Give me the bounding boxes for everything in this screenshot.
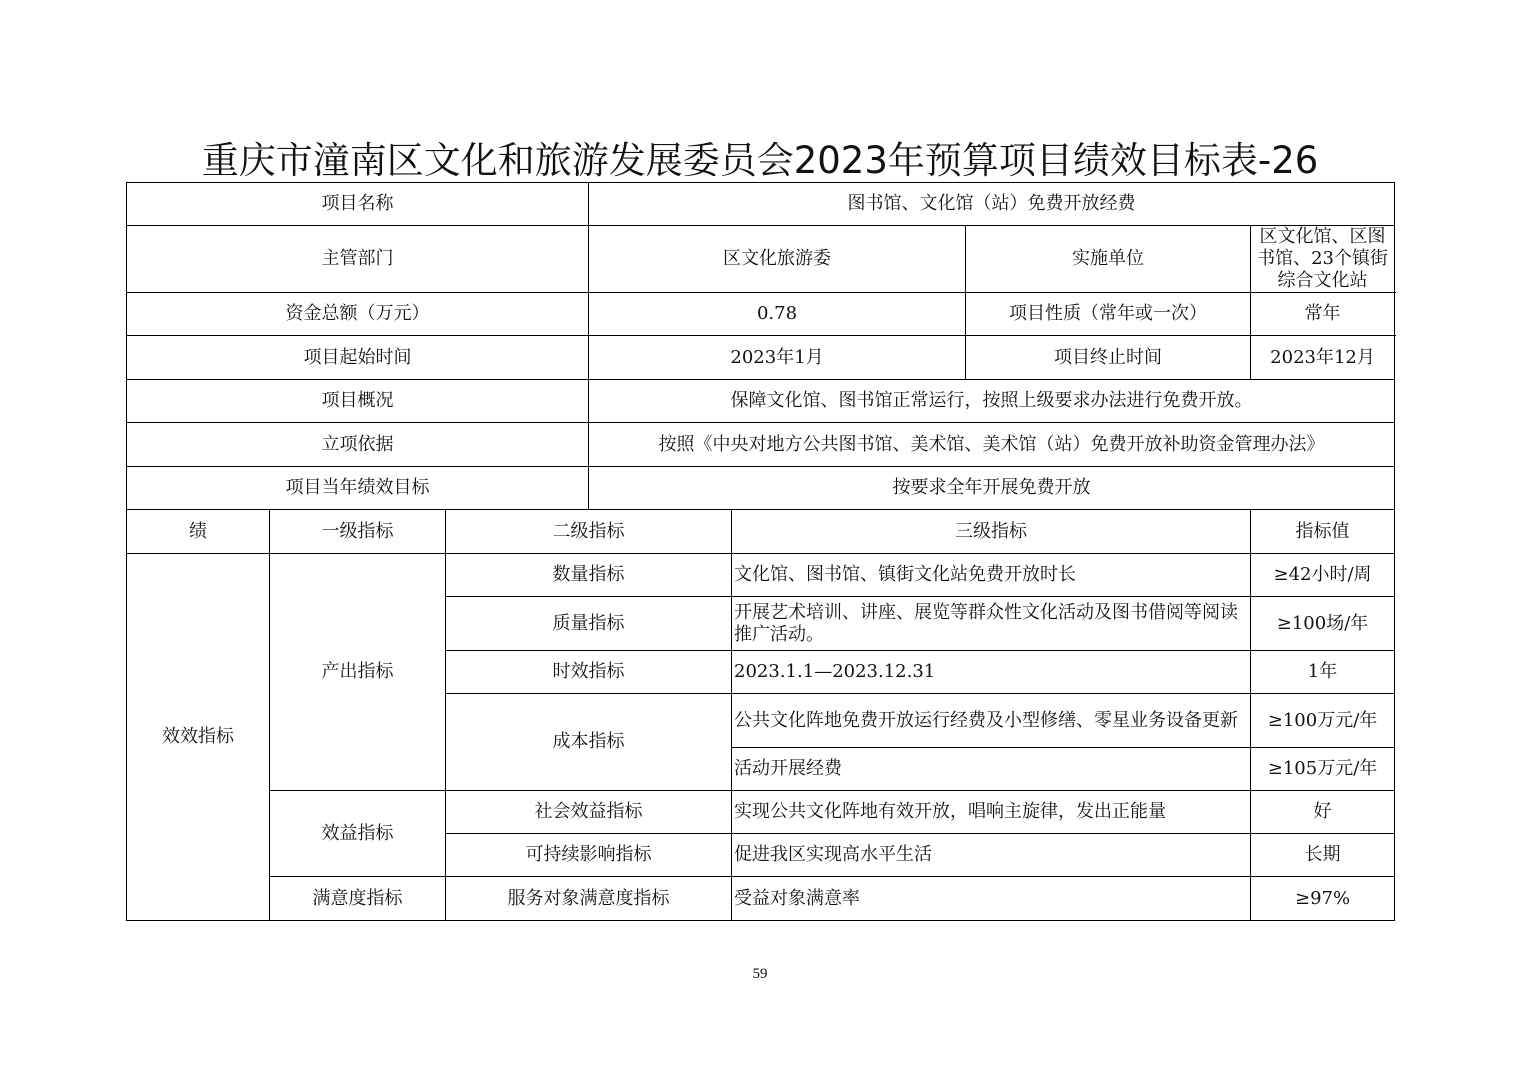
social-indicator-value: 好 <box>1251 791 1395 834</box>
nature-label: 项目性质（常年或一次） <box>966 293 1251 336</box>
table-row <box>127 467 1395 510</box>
cost-indicator-desc-2: 活动开展经费 <box>732 748 1251 791</box>
project-name-value: 图书馆、文化馆（站）免费开放经费 <box>589 183 1395 226</box>
table-row <box>127 423 1395 467</box>
dept-value: 区文化旅游委 <box>589 226 966 293</box>
end-value: 2023年12月 <box>1251 336 1395 380</box>
impl-label: 实施单位 <box>966 226 1251 293</box>
header-col3: 二级指标 <box>446 510 732 554</box>
table-row <box>127 877 1395 921</box>
header-col2: 一级指标 <box>270 510 446 554</box>
table-row <box>127 380 1395 423</box>
start-label: 项目起始时间 <box>127 336 589 380</box>
benefit-indicator-label: 效益指标 <box>270 791 446 877</box>
table-row <box>127 293 1395 336</box>
quality-indicator-value: ≥100场/年 <box>1251 597 1395 651</box>
goal-label: 项目当年绩效目标 <box>127 467 589 510</box>
service-indicator-desc: 受益对象满意率 <box>732 877 1251 921</box>
quality-indicator-desc: 开展艺术培训、讲座、展览等群众性文化活动及图书借阅等阅读推广活动。 <box>732 597 1251 651</box>
header-col1: 绩 <box>127 510 270 554</box>
time-indicator-label: 时效指标 <box>446 651 732 694</box>
indicator-group-label: 效效指标 <box>127 554 270 921</box>
dept-label: 主管部门 <box>127 226 589 293</box>
social-indicator-label: 社会效益指标 <box>446 791 732 834</box>
service-indicator-label: 服务对象满意度指标 <box>446 877 732 921</box>
sustain-indicator-value: 长期 <box>1251 834 1395 877</box>
time-indicator-value: 1年 <box>1251 651 1395 694</box>
header-col5: 指标值 <box>1251 510 1395 554</box>
cost-indicator-value-2: ≥105万元/年 <box>1251 748 1395 791</box>
quality-indicator-label: 质量指标 <box>446 597 732 651</box>
page-number: 59 <box>752 966 768 982</box>
basis-label: 立项依据 <box>127 423 589 467</box>
time-indicator-desc: 2023.1.1—2023.12.31 <box>732 651 1251 694</box>
quantity-indicator-desc: 文化馆、图书馆、镇街文化站免费开放时长 <box>732 554 1251 597</box>
end-label: 项目终止时间 <box>966 336 1251 380</box>
sustain-indicator-label: 可持续影响指标 <box>446 834 732 877</box>
cost-indicator-label: 成本指标 <box>446 694 732 791</box>
basis-value: 按照《中央对地方公共图书馆、美术馆、美术馆（站）免费开放补助资金管理办法》 <box>589 423 1395 467</box>
impl-value: 区文化馆、区图书馆、23个镇街综合文化站 <box>1251 226 1395 293</box>
overview-value: 保障文化馆、图书馆正常运行，按照上级要求办法进行免费开放。 <box>589 380 1395 423</box>
quantity-indicator-label: 数量指标 <box>446 554 732 597</box>
cost-indicator-desc-1: 公共文化阵地免费开放运行经费及小型修缮、零星业务设备更新 <box>732 694 1251 748</box>
output-indicator-label: 产出指标 <box>270 554 446 791</box>
table-row <box>127 791 1395 834</box>
table-row <box>127 183 1395 226</box>
social-indicator-desc: 实现公共文化阵地有效开放，唱响主旋律，发出正能量 <box>732 791 1251 834</box>
project-name-label: 项目名称 <box>127 183 589 226</box>
sustain-indicator-desc: 促进我区实现高水平生活 <box>732 834 1251 877</box>
quantity-indicator-value: ≥42小时/周 <box>1251 554 1395 597</box>
start-value: 2023年1月 <box>589 336 966 380</box>
satisfaction-indicator-label: 满意度指标 <box>270 877 446 921</box>
header-row <box>127 510 1395 554</box>
cost-indicator-value-1: ≥100万元/年 <box>1251 694 1395 748</box>
table-row <box>127 336 1395 380</box>
fund-label: 资金总额（万元） <box>127 293 589 336</box>
table-row <box>127 226 1395 293</box>
performance-table <box>126 182 1395 921</box>
fund-value: 0.78 <box>589 293 966 336</box>
goal-value: 按要求全年开展免费开放 <box>589 467 1395 510</box>
header-col4: 三级指标 <box>732 510 1251 554</box>
nature-value: 常年 <box>1251 293 1395 336</box>
service-indicator-value: ≥97% <box>1251 877 1395 921</box>
table-row <box>127 554 1395 597</box>
page-title: 重庆市潼南区文化和旅游发展委员会2023年预算项目绩效目标表-26 <box>201 139 1319 182</box>
overview-label: 项目概况 <box>127 380 589 423</box>
